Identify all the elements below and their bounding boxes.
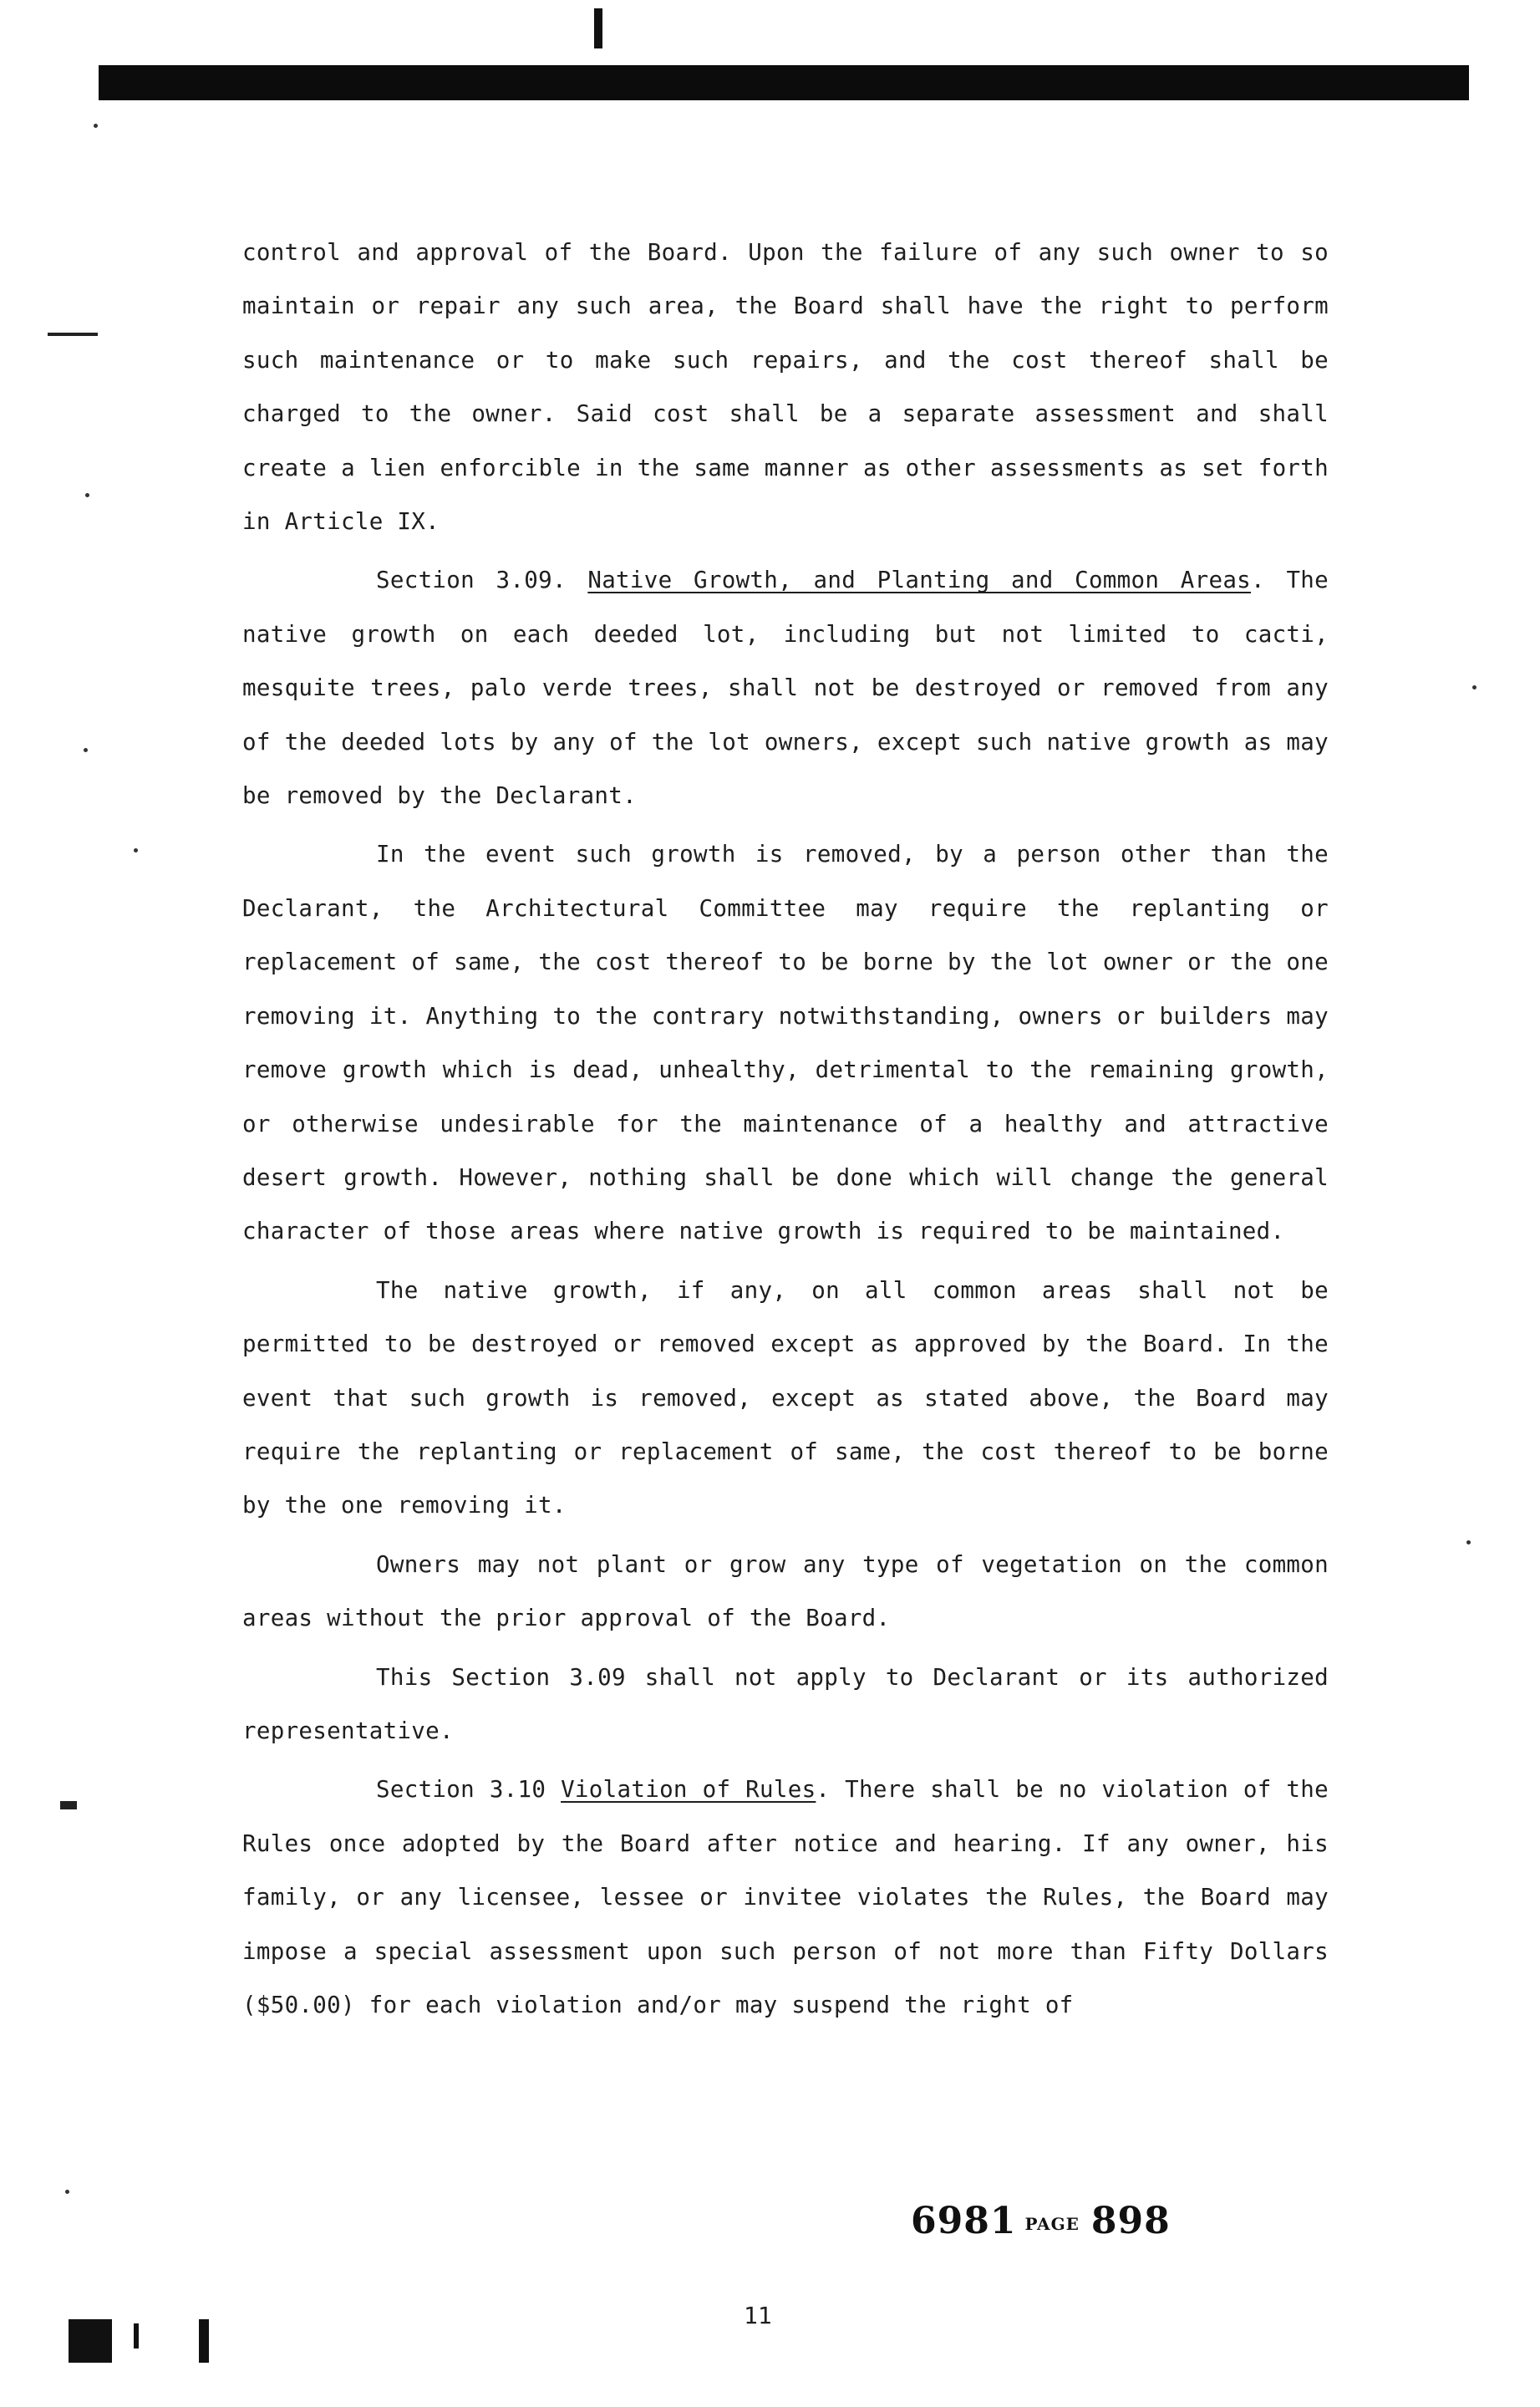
scan-speck (1472, 685, 1476, 690)
scan-mark (69, 2319, 112, 2363)
paragraph: The native growth, if any, on all common areas shall not be permitted to be destroyed or removed except as approved by the Board. In the event that such growth is removed, except as stated above, the Board may require the replanting or replacement of same, the cost thereof to be borne by the one removing it. (242, 1276, 1329, 1519)
section-3-10-label: Section 3.10 (376, 1776, 546, 1804)
section-3-09-label: Section 3.09. (376, 567, 567, 594)
paragraph: Owners may not plant or grow any type of vegetation on the common areas without the prior approval of the Board. (242, 1550, 1329, 1632)
scan-speck (1466, 1540, 1471, 1544)
paragraph: This Section 3.09 shall not apply to Declarant or its authorized representative. (242, 1663, 1329, 1744)
scan-mark (594, 8, 602, 48)
section-3-09-heading-end: . (1251, 567, 1265, 594)
page-label: PAGE (1024, 2213, 1080, 2234)
section-3-09-heading: Native Growth, and Planting and Common Areas (587, 567, 1252, 594)
scan-mark (199, 2319, 209, 2363)
scan-header-bar (99, 65, 1469, 100)
scan-mark (134, 2323, 139, 2348)
book-page-number: 898 (1090, 2200, 1171, 2242)
section-3-09-body: The native growth on each deeded lot, including but not limited to cacti, mesquite trees, palo verde trees, shall not be destroyed or removed from any of the deeded lots by any of the lot owners, except such native growth as may be removed by the Declarant. (242, 567, 1329, 810)
section-3-10-body: There shall be no violation of the Rules once adopted by the Board after notice and hearing. If any owner, his family, or any licensee, lessee or invitee violates the Rules, the Board may impose a special assessment upon such person of not more than Fifty Dollars ($50.00) for each violation and/or may suspend the right of (242, 1776, 1329, 2018)
section-3-10-heading: Violation of Rules (561, 1776, 816, 1804)
scan-speck (85, 493, 89, 497)
paragraph: In the event such growth is removed, by a person other than the Declarant, the Architectural Committee may require the replanting or replacement of same, the cost thereof to be borne by the lot owner or the one removing it. Anything to the contrary notwithstanding, owners or builders may remove growth which is dead, unhealthy, detrimental to the remaining growth, or otherwise undesirable for the maintenance of a healthy and attractive desert growth. However, nothing shall be done which will change the general character of those areas where native growth is required to be maintained. (242, 841, 1329, 1245)
scan-speck (84, 748, 88, 752)
scan-speck (94, 124, 98, 128)
page-number: 11 (744, 2302, 772, 2329)
continuation-paragraph: control and approval of the Board. Upon the failure of any such owner to so maintain or repair any such area, the Board shall have the right to perform such maintenance or to make such repairs, and the cost thereof shall be charged to the owner. Said cost shall be a separate assessment and shall create a lien enforcible in the same manner as other assessments as set forth in Article IX. (242, 239, 1329, 536)
book-number: 6981 (911, 2200, 1017, 2242)
scan-speck (134, 848, 138, 852)
document-body (242, 226, 1329, 2032)
recording-book-page-stamp (911, 2200, 1171, 2242)
margin-mark (60, 1801, 77, 1809)
section-3-10-heading-end: . (816, 1776, 831, 1804)
section-3-09-paragraph (242, 553, 1329, 822)
section-3-10-paragraph (242, 1763, 1329, 2032)
margin-mark (48, 333, 98, 336)
scan-speck (65, 2190, 69, 2194)
